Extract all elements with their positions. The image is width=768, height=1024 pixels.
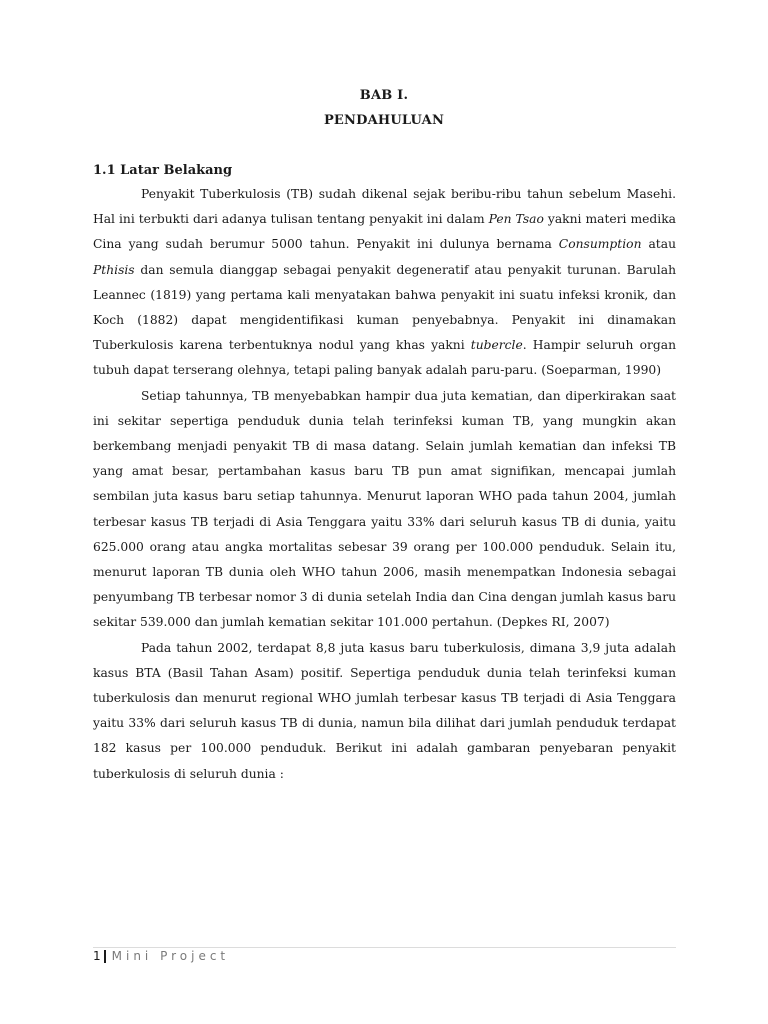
- chapter-heading: BAB I.: [359, 88, 409, 103]
- text-run: Setiap tahunnya, TB menyebabkan hampir dua juta kematian, dan diperkirakan saat ini sekitar sepertiga penduduk dunia telah terinfeksi kuman TB, yang mungkin akan berkembang menjadi penyakit TB di masa datang. Selain jumlah kematian dan infeksi TB yang amat besar, pertambahan kasus baru TB pun amat signifikan, mencapai jumlah sembilan juta kasus baru setiap tahunnya. Menurut laporan WHO pada tahun 2004, jumlah terbesar kasus TB terjadi di Asia Tenggara yaitu 33% dari seluruh kasus TB di dunia, yaitu 625.000 orang atau angka mortalitas sebesar 39 orang per 100.000 penduduk. Selain itu, menurut laporan TB dunia oleh WHO tahun 2006, masih menempatkan Indonesia sebagai penyumbang TB terbesar nomor 3 di dunia setelah India dan Cina dengan jumlah kasus baru sekitar 539.000 dan jumlah kematian sekitar 101.000 pertahun. (Depkes RI, 2007): [93, 388, 676, 630]
- page-number: 1: [93, 949, 101, 963]
- italic-term: Consumption: [558, 237, 642, 252]
- text-run: dan semula dianggap sebagai penyakit degeneratif atau penyakit turunan. Barulah Leannec (1819) yang pertama kali menyatakan bahwa penyakit ini suatu infeksi kronik, dan Koch (1882) dapat mengidentifikasi kuman penyebabnya. Penyakit ini dinamakan Tuberkulosis karena terbentuknya nodul yang khas yakni: [93, 262, 676, 353]
- section-title: 1.1 Latar Belakang: [93, 163, 233, 178]
- chapter-title: PENDAHULUAN: [323, 113, 445, 128]
- paragraph: [93, 384, 676, 636]
- italic-term: tubercle: [470, 338, 523, 353]
- text-run: . Hampir seluruh organ tubuh dapat terserang olehnya, tetapi paling banyak adalah paru-paru. (Soeparman, 1990): [93, 338, 676, 378]
- paragraph: [93, 636, 676, 787]
- footer-label: Mini Project: [111, 949, 230, 963]
- italic-term: Pthisis: [93, 262, 135, 277]
- italic-term: Pen Tsao: [488, 212, 544, 227]
- text-run: Pada tahun 2002, terdapat 8,8 juta kasus baru tuberkulosis, dimana 3,9 juta adalah kasus BTA (Basil Tahan Asam) positif. Sepertiga penduduk dunia telah terinfeksi kuman tuberkulosis dan menurut regional WHO jumlah terbesar kasus TB terjadi di Asia Tenggara yaitu 33% dari seluruh kasus TB di dunia, namun bila dilihat dari jumlah penduduk terdapat 182 kasus per 100.000 penduduk. Berikut ini adalah gambaran penyebaran penyakit tuberkulosis di seluruh dunia :: [93, 640, 676, 781]
- text-run: yakni materi medika Cina yang sudah berumur 5000 tahun. Penyakit ini dulunya bernama: [93, 212, 677, 252]
- footer-divider: [93, 947, 676, 948]
- page-footer: [93, 949, 229, 963]
- paragraph: [93, 182, 676, 384]
- text-run: Penyakit Tuberkulosis (TB) sudah dikenal sejak beribu-ribu tahun sebelum Masehi. Hal ini terbukti dari adanya tulisan tentang penyakit ini dalam: [93, 187, 676, 227]
- text-run: atau: [641, 237, 676, 252]
- footer-separator: [104, 950, 106, 963]
- body-text: [93, 182, 676, 787]
